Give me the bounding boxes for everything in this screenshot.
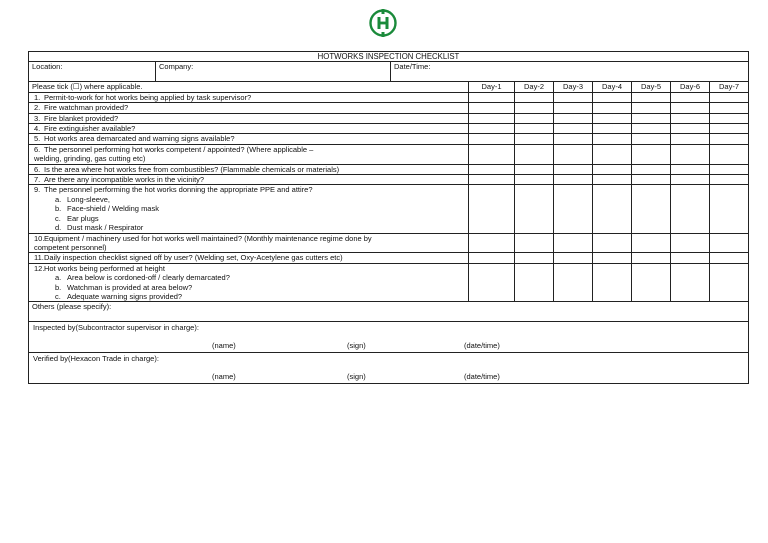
sub-item-text: Watchman is provided at area below?: [67, 282, 193, 292]
tick-cell-day-7[interactable]: [710, 113, 749, 123]
sub-item-letter: d.: [55, 223, 62, 233]
name-caption: (name): [212, 340, 236, 350]
checklist-row: [29, 124, 749, 134]
tick-cell-day-1[interactable]: [469, 124, 515, 134]
tick-cell-day-6[interactable]: [671, 134, 710, 144]
checklist-question: [29, 103, 469, 113]
sub-item-letter: a.: [55, 273, 62, 283]
item-number: 4.: [34, 124, 41, 134]
sub-item-letter: c.: [55, 213, 61, 223]
tick-cell-day-1[interactable]: [469, 233, 515, 253]
tick-cell-day-2[interactable]: [515, 185, 554, 233]
tick-cell-day-2[interactable]: [515, 233, 554, 253]
item-number: 7.: [34, 175, 41, 185]
item-text: Permit-to-work for hot works being applied by task supervisor?: [44, 92, 252, 102]
tick-cell-day-4[interactable]: [593, 103, 632, 113]
tick-cell-day-2[interactable]: [515, 164, 554, 174]
tick-cell-day-7[interactable]: [710, 253, 749, 263]
sub-item-text: Face-shield / Welding mask: [67, 204, 159, 214]
tick-cell-day-4[interactable]: [593, 113, 632, 123]
tick-cell-day-5[interactable]: [632, 253, 671, 263]
tick-cell-day-7[interactable]: [710, 134, 749, 144]
checklist-row: [29, 175, 749, 185]
tick-cell-day-1[interactable]: [469, 263, 515, 302]
tick-cell-day-2[interactable]: [515, 175, 554, 185]
datetime-field[interactable]: [391, 62, 749, 82]
tick-cell-day-6[interactable]: [671, 103, 710, 113]
datetime-caption: (date/time): [464, 340, 500, 350]
checklist-question: [29, 175, 469, 185]
tick-cell-day-7[interactable]: [710, 124, 749, 134]
tick-cell-day-5[interactable]: [632, 103, 671, 113]
datetime-caption: (date/time): [464, 371, 500, 381]
tick-cell-day-6[interactable]: [671, 113, 710, 123]
tick-cell-day-4[interactable]: [593, 175, 632, 185]
item-text: The personnel performing hot works competent / appointed? (Where applicable –: [44, 144, 314, 154]
tick-cell-day-7[interactable]: [710, 144, 749, 164]
checklist-question: [29, 144, 469, 164]
sub-item-text: Area below is cordoned-off / clearly demarcated?: [67, 273, 230, 283]
item-number: 9.: [34, 185, 41, 195]
item-number: 10.: [34, 233, 45, 243]
tick-cell-day-3[interactable]: [554, 175, 593, 185]
tick-cell-day-3[interactable]: [554, 103, 593, 113]
item-number: 12.: [34, 263, 45, 273]
item-text: welding, grinding, gas cutting etc): [34, 154, 146, 164]
tick-cell-day-3[interactable]: [554, 253, 593, 263]
name-caption: (name): [212, 371, 236, 381]
tick-cell-day-5[interactable]: [632, 113, 671, 123]
item-number: 6.: [34, 144, 41, 154]
item-text: Is the area where hot works free from combustibles? (Flammable chemicals or materials): [44, 164, 340, 174]
tick-cell-day-6[interactable]: [671, 164, 710, 174]
sign-caption: (sign): [347, 340, 366, 350]
tick-cell-day-2[interactable]: [515, 92, 554, 102]
tick-cell-day-4[interactable]: [593, 253, 632, 263]
tick-cell-day-5[interactable]: [632, 164, 671, 174]
item-number: 11.: [34, 253, 44, 263]
sub-item-text: Long-sleeve,: [67, 194, 110, 204]
tick-cell-day-3[interactable]: [554, 124, 593, 134]
tick-cell-day-2[interactable]: [515, 253, 554, 263]
item-number: 5.: [34, 134, 41, 144]
tick-cell-day-7[interactable]: [710, 164, 749, 174]
instruction-text: Please tick (☐) where applicable.: [29, 82, 469, 92]
tick-cell-day-1[interactable]: [469, 253, 515, 263]
company-label: Company:: [159, 62, 194, 72]
item-text: Fire watchman provided?: [44, 103, 129, 113]
checklist-question: [29, 92, 469, 102]
tick-cell-day-3[interactable]: [554, 92, 593, 102]
sub-item-letter: b.: [55, 204, 62, 214]
tick-cell-day-7[interactable]: [710, 92, 749, 102]
location-field[interactable]: [29, 62, 156, 82]
others-field[interactable]: [29, 302, 749, 322]
tick-cell-day-3[interactable]: [554, 113, 593, 123]
item-number: 2.: [34, 103, 41, 113]
tick-cell-day-3[interactable]: [554, 164, 593, 174]
checklist-question: [29, 113, 469, 123]
tick-cell-day-6[interactable]: [671, 144, 710, 164]
sub-item-letter: a.: [55, 194, 62, 204]
tick-cell-day-1[interactable]: [469, 144, 515, 164]
tick-cell-day-6[interactable]: [671, 185, 710, 233]
tick-cell-day-6[interactable]: [671, 263, 710, 302]
inspected-by-section[interactable]: [29, 322, 749, 353]
tick-cell-day-2[interactable]: [515, 113, 554, 123]
tick-cell-day-6[interactable]: [671, 92, 710, 102]
tick-cell-day-5[interactable]: [632, 134, 671, 144]
tick-cell-day-6[interactable]: [671, 124, 710, 134]
day-header-6: Day-6: [671, 82, 710, 92]
checklist-question: [29, 233, 469, 253]
form-title: HOTWORKS INSPECTION CHECKLIST: [29, 52, 749, 62]
tick-cell-day-1[interactable]: [469, 134, 515, 144]
tick-cell-day-5[interactable]: [632, 92, 671, 102]
item-number: 3.: [34, 113, 41, 123]
verified-by-label: Verified by(Hexacon Trade in charge):: [33, 354, 159, 364]
tick-cell-day-7[interactable]: [710, 263, 749, 302]
others-label: Others (please specify):: [32, 302, 112, 312]
sign-caption: (sign): [347, 371, 366, 381]
item-text: Daily inspection checklist signed off by user? (Welding set, Oxy-Acetylene gas cutters etc): [44, 253, 343, 263]
tick-cell-day-1[interactable]: [469, 185, 515, 233]
tick-cell-day-4[interactable]: [593, 233, 632, 253]
checklist-row: [29, 263, 749, 302]
checklist-question: [29, 134, 469, 144]
item-number: 1.: [34, 92, 41, 102]
tick-cell-day-5[interactable]: [632, 175, 671, 185]
tick-cell-day-2[interactable]: [515, 134, 554, 144]
sub-item-text: Dust mask / Respirator: [67, 223, 144, 233]
tick-cell-day-4[interactable]: [593, 164, 632, 174]
tick-cell-day-7[interactable]: [710, 103, 749, 113]
item-text: Equipment / machinery used for hot works well maintained? (Monthly maintenance regime done by: [44, 233, 372, 243]
tick-cell-day-2[interactable]: [515, 124, 554, 134]
checklist-row: [29, 185, 749, 233]
datetime-label: Date/Time:: [394, 62, 431, 72]
sub-item-text: Adequate warning signs provided?: [67, 291, 183, 301]
tick-cell-day-6[interactable]: [671, 233, 710, 253]
day-header-2: Day-2: [515, 82, 554, 92]
checklist-row: [29, 103, 749, 113]
item-text: Fire blanket provided?: [44, 113, 119, 123]
tick-cell-day-7[interactable]: [710, 233, 749, 253]
verified-by-section[interactable]: [29, 353, 749, 384]
checklist-row: [29, 134, 749, 144]
checklist-row: [29, 233, 749, 253]
tick-cell-day-4[interactable]: [593, 144, 632, 164]
tick-cell-day-3[interactable]: [554, 144, 593, 164]
tick-cell-day-3[interactable]: [554, 134, 593, 144]
tick-cell-day-4[interactable]: [593, 185, 632, 233]
inspected-by-label: Inspected by(Subcontractor supervisor in charge):: [33, 323, 199, 333]
tick-cell-day-3[interactable]: [554, 263, 593, 302]
checklist-row: [29, 164, 749, 174]
item-text: Hot works area demarcated and warning signs available?: [44, 134, 235, 144]
tick-cell-day-6[interactable]: [671, 175, 710, 185]
tick-cell-day-3[interactable]: [554, 185, 593, 233]
sub-item-letter: b.: [55, 282, 62, 292]
tick-cell-day-6[interactable]: [671, 253, 710, 263]
item-text: Are there any incompatible works in the vicinity?: [44, 175, 205, 185]
checklist-question: [29, 164, 469, 174]
day-header-7: Day-7: [710, 82, 749, 92]
checklist-row: [29, 253, 749, 263]
checklist-question: [29, 185, 469, 233]
company-field[interactable]: [156, 62, 391, 82]
sub-item-letter: c.: [55, 291, 61, 301]
tick-cell-day-2[interactable]: [515, 144, 554, 164]
location-label: Location:: [32, 62, 63, 72]
day-header-4: Day-4: [593, 82, 632, 92]
tick-cell-day-5[interactable]: [632, 124, 671, 134]
item-text: Fire extinguisher available?: [44, 124, 136, 134]
checklist-question: [29, 124, 469, 134]
tick-cell-day-1[interactable]: [469, 175, 515, 185]
tick-cell-day-4[interactable]: [593, 263, 632, 302]
tick-cell-day-1[interactable]: [469, 113, 515, 123]
item-text: The personnel performing the hot works donning the appropriate PPE and attire?: [44, 185, 313, 195]
tick-cell-day-1[interactable]: [469, 92, 515, 102]
tick-cell-day-7[interactable]: [710, 175, 749, 185]
checklist-row: [29, 113, 749, 123]
tick-cell-day-2[interactable]: [515, 103, 554, 113]
tick-cell-day-1[interactable]: [469, 103, 515, 113]
tick-cell-day-2[interactable]: [515, 263, 554, 302]
checklist-question: [29, 263, 469, 302]
sub-item-text: Ear plugs: [67, 213, 99, 223]
day-header-5: Day-5: [632, 82, 671, 92]
item-text: Hot works being performed at height: [44, 263, 165, 273]
item-number: 6.: [34, 164, 41, 174]
tick-cell-day-4[interactable]: [593, 124, 632, 134]
tick-cell-day-5[interactable]: [632, 185, 671, 233]
tick-cell-day-5[interactable]: [632, 144, 671, 164]
tick-cell-day-7[interactable]: [710, 185, 749, 233]
tick-cell-day-4[interactable]: [593, 92, 632, 102]
tick-cell-day-4[interactable]: [593, 134, 632, 144]
company-logo: [369, 9, 397, 37]
tick-cell-day-3[interactable]: [554, 233, 593, 253]
item-text: competent personnel): [34, 242, 107, 252]
hotworks-checklist-table: [28, 51, 749, 384]
tick-cell-day-1[interactable]: [469, 164, 515, 174]
checklist-row: [29, 92, 749, 102]
tick-cell-day-5[interactable]: [632, 263, 671, 302]
checklist-question: [29, 253, 469, 263]
tick-cell-day-5[interactable]: [632, 233, 671, 253]
day-header-1: Day-1: [469, 82, 515, 92]
day-header-3: Day-3: [554, 82, 593, 92]
checklist-row: [29, 144, 749, 164]
